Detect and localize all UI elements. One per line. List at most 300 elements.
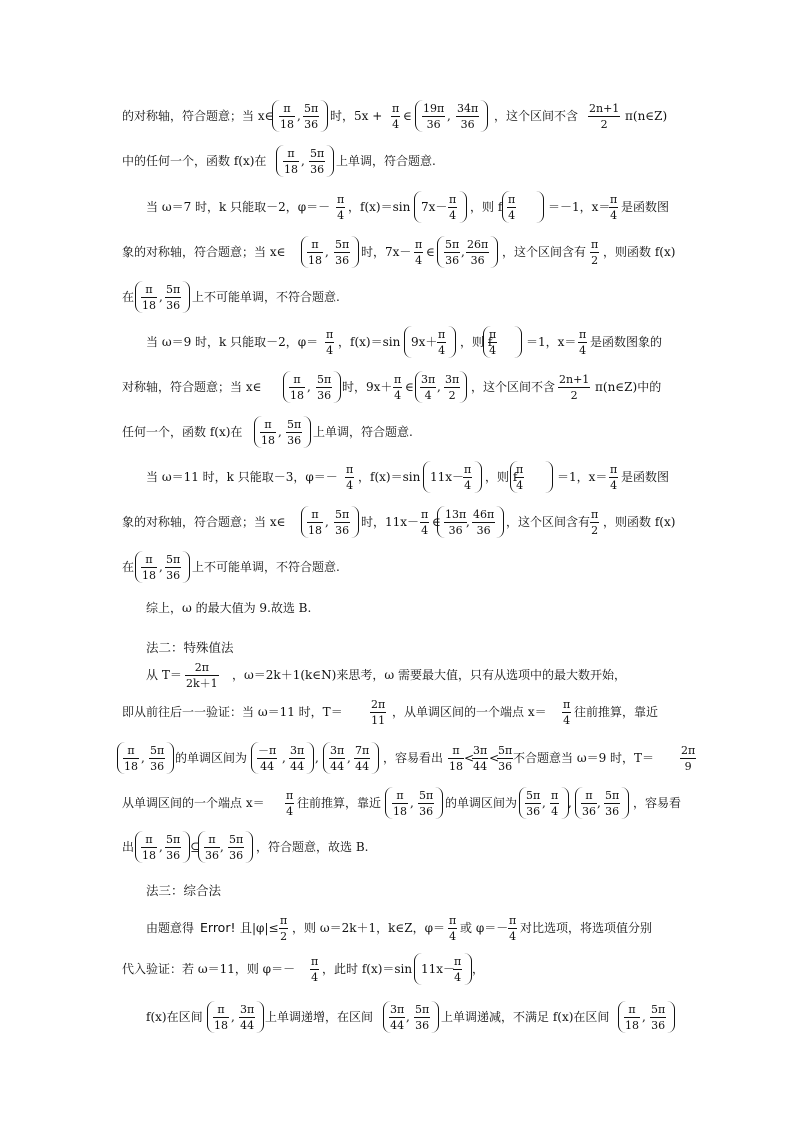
text-run: 是函数图: [621, 200, 670, 214]
text-run: ，这个区间含有: [502, 245, 587, 259]
fraction-denominator: 4: [516, 479, 524, 492]
text-run: ,: [301, 154, 305, 168]
fraction-numerator: 5π: [166, 553, 181, 566]
fraction: [279, 101, 295, 132]
text-run: ，容易看: [633, 796, 682, 810]
fraction: [239, 1002, 255, 1033]
text-run: ，此时 f(x)＝sin: [322, 962, 413, 976]
fraction-denominator: 36: [205, 849, 219, 862]
fraction: [414, 1002, 430, 1033]
text-run: 上不可能单调，不符合题意.: [192, 290, 340, 304]
text-line: [0, 995, 794, 1041]
fraction: [550, 788, 559, 819]
text-run: ,: [542, 796, 546, 810]
fraction: [228, 832, 244, 863]
fraction-denominator: 36: [335, 254, 350, 267]
fraction-numerator: 2π: [371, 698, 386, 711]
fraction-numerator: π: [591, 508, 599, 521]
text-run: ,: [307, 380, 311, 394]
fraction-denominator: 4: [563, 714, 571, 727]
fraction: [497, 743, 513, 774]
right-paren: [464, 953, 472, 985]
fraction-denominator: 18: [393, 805, 407, 818]
text-run: ＝1，x＝: [526, 335, 577, 349]
fraction: [283, 146, 299, 177]
fraction-denominator: 9: [684, 760, 692, 773]
text-run: ，f(x)＝sin: [348, 200, 411, 214]
text-run: 综上，ω 的最大值为 9.故选 B.: [146, 601, 312, 615]
fraction: [393, 372, 402, 403]
fraction: [204, 832, 220, 863]
fraction: [165, 552, 181, 583]
text-run: 9x＋: [411, 335, 438, 349]
text-run: ,: [220, 840, 224, 854]
fraction: [345, 462, 354, 493]
fraction-denominator: 36: [526, 805, 541, 818]
fraction-numerator: 5π: [415, 1003, 430, 1016]
fraction-denominator: 2: [448, 389, 456, 402]
text-run: 在: [122, 290, 135, 304]
text-run: ，这个区间含有: [506, 515, 591, 529]
right-paren: [245, 831, 253, 863]
text-run: ，这个区间不含: [494, 109, 579, 123]
fraction-numerator: π: [624, 1002, 640, 1018]
fraction-denominator: 2: [280, 930, 288, 943]
fraction-denominator: 36: [498, 760, 513, 773]
text-run: ，则 f: [470, 200, 503, 214]
fraction-denominator: 18: [142, 569, 156, 582]
text-run: ∈: [403, 109, 412, 123]
fraction-numerator: π: [591, 238, 599, 251]
text-run: ,: [325, 515, 329, 529]
fraction: [437, 327, 446, 358]
fraction-numerator: π: [141, 282, 157, 298]
fraction: [141, 832, 157, 863]
fraction: [578, 327, 587, 358]
fraction: [303, 101, 319, 132]
fraction-numerator: 2π: [681, 744, 696, 757]
text-line: [0, 410, 794, 456]
fraction-numerator: π: [489, 328, 497, 341]
text-run: ，: [472, 962, 485, 976]
right-paren: [448, 326, 456, 358]
text-run: ＝1，x＝: [557, 470, 608, 484]
fraction-numerator: 5π: [335, 238, 350, 251]
fraction-numerator: π: [337, 193, 345, 206]
fraction: [260, 417, 276, 448]
text-run: ,: [461, 245, 465, 259]
fraction-denominator: 36: [166, 849, 181, 862]
fraction: [463, 462, 472, 493]
fraction-denominator: 36: [470, 254, 485, 267]
fraction-numerator: 3π: [421, 373, 436, 386]
fraction-denominator: 36: [651, 1019, 666, 1032]
fraction: [525, 788, 541, 819]
fraction-numerator: π: [438, 328, 446, 341]
right-paren: [480, 100, 488, 132]
fraction-numerator: π: [394, 373, 402, 386]
fraction: [141, 552, 157, 583]
fraction-numerator: 5π: [651, 1003, 666, 1016]
right-paren: [256, 1001, 264, 1033]
text-run: ∈: [432, 515, 441, 529]
text-run: 任何一个，函数 f(x)在: [122, 425, 243, 439]
text-run: ，则 f: [460, 335, 493, 349]
text-run: 或 φ＝－: [460, 921, 509, 935]
fraction-numerator: 5π: [304, 102, 319, 115]
text-run: ，则函数 f(x): [603, 515, 676, 529]
fraction-numerator: 2π: [185, 660, 219, 676]
text-line: [0, 365, 794, 411]
fraction: [309, 146, 325, 177]
fraction-numerator: 5π: [317, 373, 332, 386]
right-paren: [371, 742, 379, 774]
text-run: ,: [315, 751, 319, 765]
fraction: [165, 282, 181, 313]
fraction-denominator: 36: [229, 849, 244, 862]
text-run: <: [489, 751, 500, 765]
text-run: 在: [122, 560, 135, 574]
fraction-denominator: 44: [390, 1019, 405, 1032]
text-run: ,: [278, 425, 282, 439]
text-run: ,: [282, 751, 286, 765]
text-run: 是函数图: [621, 470, 670, 484]
fraction-denominator: 36: [304, 118, 319, 131]
text-run: 7x－: [421, 200, 448, 214]
text-run: 当 ω＝11 时，k 只能取－3，φ＝－: [146, 470, 338, 484]
text-line: [0, 947, 794, 993]
fraction-denominator: 44: [330, 760, 345, 773]
fraction-numerator: 3π: [473, 744, 488, 757]
fraction-denominator: 11: [371, 714, 386, 727]
text-run: ,: [568, 796, 572, 810]
fraction-numerator: π: [516, 463, 524, 476]
fraction-numerator: π: [213, 1002, 229, 1018]
fraction: [488, 327, 497, 358]
fraction: [285, 788, 294, 819]
fraction-numerator: 46π: [473, 508, 495, 521]
text-line: [0, 906, 794, 952]
fraction-numerator: 5π: [287, 418, 302, 431]
fraction-denominator: 36: [166, 569, 181, 582]
fraction-denominator: 18: [261, 434, 275, 447]
fraction: [307, 507, 323, 538]
right-paren: [621, 787, 629, 819]
fraction-numerator: π: [581, 788, 597, 804]
fraction-denominator: 4: [337, 209, 345, 222]
fraction-numerator: π: [346, 463, 354, 476]
fraction: [562, 697, 571, 728]
fraction-denominator: 4: [286, 805, 294, 818]
fraction: [420, 372, 436, 403]
fraction-numerator: 3π: [290, 744, 305, 757]
fraction-numerator: 5π: [419, 789, 434, 802]
text-run: 上单调递增，在区间: [265, 1010, 374, 1024]
fraction-denominator: 4: [421, 524, 429, 537]
right-paren: [351, 236, 359, 268]
fraction: [336, 192, 345, 223]
fraction-denominator: 36: [448, 524, 463, 537]
right-paren: [496, 506, 504, 538]
fraction-denominator: 18: [308, 524, 322, 537]
text-line: [0, 139, 794, 185]
text-run: ,: [466, 515, 470, 529]
text-run: ,: [447, 109, 451, 123]
fraction: [420, 507, 429, 538]
fraction-numerator: π: [283, 146, 299, 162]
text-run: π(n∈Z)中的: [595, 380, 662, 394]
right-paren: [459, 371, 467, 403]
fraction: [448, 743, 464, 774]
fraction-numerator: 7π: [355, 744, 370, 757]
fraction-numerator: π: [392, 788, 408, 804]
fraction: [444, 237, 460, 268]
text-run: <: [464, 751, 475, 765]
fraction: [165, 832, 181, 863]
fraction-denominator: 18: [124, 760, 138, 773]
fraction-denominator: 18: [280, 118, 294, 131]
fraction: [507, 192, 516, 223]
fraction: [149, 743, 165, 774]
text-run: 时，11x－: [361, 515, 420, 529]
right-paren: [351, 506, 359, 538]
fraction: [325, 327, 334, 358]
fraction: [515, 462, 524, 493]
fraction-numerator: π: [449, 193, 457, 206]
fraction-denominator: 4: [551, 805, 559, 818]
right-paren: [166, 742, 174, 774]
fraction-denominator: 4: [610, 479, 618, 492]
text-run: ，则 ω＝2k＋1，k∈Z，φ＝: [292, 921, 446, 935]
text-run: ,: [159, 840, 163, 854]
fraction-denominator: 36: [335, 524, 350, 537]
fraction: [123, 743, 139, 774]
text-run: ＝－1，x＝: [548, 200, 611, 214]
fraction-denominator: 4: [438, 344, 446, 357]
fraction: [508, 913, 517, 944]
fraction-numerator: π: [123, 743, 139, 759]
fraction: [141, 282, 157, 313]
text-run: 的单调区间为: [445, 796, 518, 810]
fraction-denominator: 44: [240, 1019, 255, 1032]
fraction-denominator: 4: [489, 344, 497, 357]
fraction-numerator: 34π: [457, 102, 479, 115]
text-run: ∈: [405, 380, 414, 394]
fraction-numerator: 5π: [150, 744, 165, 757]
right-paren: [474, 461, 482, 493]
text-run: ,: [642, 1010, 646, 1024]
fraction-denominator: 18: [449, 760, 463, 773]
text-run: 出: [122, 840, 135, 854]
fraction-numerator: π: [307, 237, 323, 253]
text-run: ∈: [426, 245, 435, 259]
text-run: ，则 f: [485, 470, 518, 484]
fraction-denominator: 36: [287, 434, 302, 447]
fraction-denominator: 44: [473, 760, 488, 773]
fraction-denominator: 36: [605, 805, 620, 818]
fraction-numerator: π: [204, 832, 220, 848]
fraction-denominator: 36: [419, 805, 434, 818]
fraction-numerator: π: [280, 914, 288, 927]
fraction-numerator: π: [141, 832, 157, 848]
fraction: [354, 743, 370, 774]
fraction-denominator: 4: [394, 389, 402, 402]
right-paren: [545, 461, 553, 493]
fraction: [389, 1002, 405, 1033]
fraction: [289, 372, 305, 403]
fraction-denominator: 36: [476, 524, 491, 537]
text-run: 从 T＝: [146, 668, 182, 682]
text-run: ，f(x)＝sin: [338, 335, 401, 349]
fraction-numerator: 5π: [166, 833, 181, 846]
fraction-numerator: 19π: [423, 102, 445, 115]
right-paren: [182, 551, 190, 583]
fraction: [456, 101, 479, 132]
text-run: ,: [347, 751, 351, 765]
fraction-numerator: 5π: [335, 508, 350, 521]
text-run: 11x－: [430, 470, 465, 484]
right-paren: [536, 191, 544, 223]
fraction-denominator: 44: [290, 760, 305, 773]
fraction-numerator: π: [563, 698, 571, 711]
fraction-denominator: 18: [214, 1019, 228, 1032]
fraction-denominator: 4: [449, 209, 457, 222]
fraction-denominator: 18: [142, 299, 156, 312]
fraction-denominator: 44: [260, 760, 275, 773]
fraction: [590, 507, 599, 538]
text-run: π(n∈Z): [625, 109, 668, 123]
text-run: 中的任何一个，函数 f(x)在: [122, 154, 267, 168]
text-run: ，则函数 f(x): [603, 245, 676, 259]
fraction-numerator: π: [286, 789, 294, 802]
fraction: [391, 101, 400, 132]
text-run: 且|φ|≤: [240, 921, 279, 935]
right-paren: [303, 416, 311, 448]
fraction-numerator: 5π: [445, 238, 460, 251]
fraction-numerator: 2n+1: [559, 373, 590, 386]
text-line: [0, 230, 794, 276]
text-run: ,: [410, 796, 414, 810]
fraction: [289, 743, 305, 774]
fraction-numerator: π: [260, 417, 276, 433]
text-run: 是函数图象的: [590, 335, 663, 349]
text-run: ，符合题意，故选 B.: [256, 840, 369, 854]
text-run: 往前推算，靠近: [297, 796, 382, 810]
fraction-numerator: π: [579, 328, 587, 341]
text-run: f(x)在区间: [146, 1010, 203, 1024]
fraction-numerator: 5π: [526, 789, 541, 802]
fraction: [310, 954, 319, 985]
fraction-denominator: 18: [290, 389, 304, 402]
fraction-denominator: 2: [570, 389, 578, 402]
text-run: ,: [141, 751, 145, 765]
text-run: ⊆: [190, 840, 201, 854]
right-paren: [431, 1001, 439, 1033]
fraction-numerator: π: [551, 789, 559, 802]
text-run: 当 ω＝7 时，k 只能取－2，φ＝－: [146, 200, 331, 214]
fraction: [444, 372, 460, 403]
right-paren: [182, 831, 190, 863]
fraction-numerator: π: [448, 743, 464, 759]
fraction-numerator: 3π: [390, 1003, 405, 1016]
fraction-denominator: 36: [415, 1019, 430, 1032]
text-run: 上单调，符合题意.: [336, 154, 436, 168]
fraction-denominator: 4: [311, 971, 319, 984]
text-run: 时，9x＋: [342, 380, 393, 394]
text-run: ，ω＝2k＋1(k∈N)来思考，ω 需要最大值，只有从选项中的最大数开始，: [232, 668, 626, 682]
text-run: 上单调递减，不满足 f(x)在区间: [441, 1010, 610, 1024]
fraction-numerator: π: [307, 507, 323, 523]
fraction: [466, 237, 489, 268]
fraction-denominator: 36: [426, 118, 441, 131]
text-line: [0, 320, 794, 366]
text-run: 的对称轴，符合题意；当 x∈: [122, 109, 274, 123]
fraction-denominator: 2: [591, 254, 599, 267]
text-line: [0, 736, 794, 782]
fraction-denominator: 36: [150, 760, 165, 773]
fraction: [392, 788, 408, 819]
fraction: [257, 743, 277, 774]
fraction-numerator: π: [508, 193, 516, 206]
fraction: [444, 507, 467, 538]
fraction-denominator: 18: [625, 1019, 639, 1032]
fraction: [590, 237, 599, 268]
text-run: ，f(x)＝sin: [358, 470, 421, 484]
fraction-denominator: 4: [610, 209, 618, 222]
fraction-denominator: 4: [508, 209, 516, 222]
right-paren: [320, 100, 328, 132]
fraction-denominator: 2: [600, 118, 608, 131]
text-run: ，这个区间不含: [471, 380, 556, 394]
text-run: 11x－: [421, 962, 456, 976]
fraction-numerator: π: [464, 463, 472, 476]
fraction-denominator: 4: [509, 930, 517, 943]
fraction-denominator: 4: [392, 118, 400, 131]
text-run: ，容易看出: [383, 751, 444, 765]
text-run: 不合题意当 ω＝9 时，T＝: [513, 751, 655, 765]
text-run: ,: [437, 380, 441, 394]
fraction: [370, 697, 386, 728]
fraction-numerator: π: [141, 552, 157, 568]
right-paren: [182, 281, 190, 313]
fraction-denominator: 44: [355, 760, 370, 773]
fraction-numerator: 13π: [445, 508, 467, 521]
fraction: [588, 101, 620, 132]
fraction: [609, 462, 618, 493]
fraction-denominator: 4: [454, 971, 462, 984]
text-run: ,: [406, 1010, 410, 1024]
fraction-denominator: 4: [464, 479, 472, 492]
text-run: 代入验证：若 ω＝11，则 φ＝－: [122, 962, 296, 976]
right-paren: [459, 191, 467, 223]
fraction-numerator: π: [610, 463, 618, 476]
fraction-numerator: 3π: [330, 744, 345, 757]
fraction: [453, 954, 462, 985]
fraction-numerator: π: [509, 914, 517, 927]
fraction-numerator: π: [326, 328, 334, 341]
section-heading: 法二：特殊值法: [146, 640, 234, 655]
right-paren: [326, 145, 334, 177]
text-line: [0, 185, 794, 231]
text-line: [0, 94, 794, 140]
fraction: [414, 237, 423, 268]
text-run: 的单调区间为: [175, 751, 248, 765]
fraction: [316, 372, 332, 403]
text-line: [0, 825, 794, 871]
section-heading: Error!: [200, 920, 236, 935]
fraction: [624, 1002, 640, 1033]
fraction-denominator: 18: [284, 163, 298, 176]
